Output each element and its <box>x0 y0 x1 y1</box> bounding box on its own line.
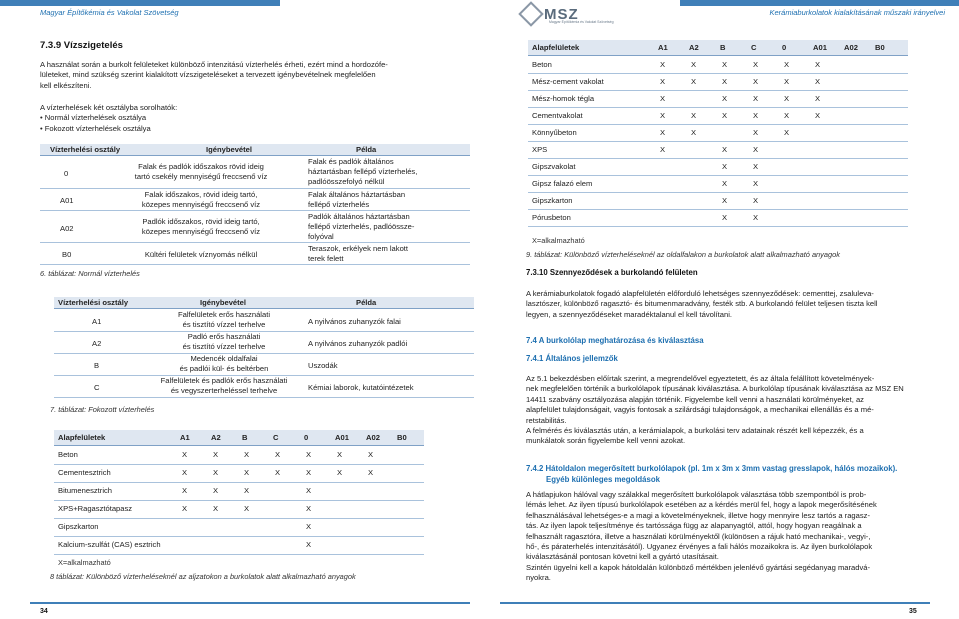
table-row <box>528 158 908 176</box>
col-header-class: Vízterhelési osztály <box>50 145 121 154</box>
cell-example: A nyilvános zuhanyzók padlói <box>308 339 408 348</box>
header-right-title: Kerámiaburkolatok kialakításának műszaki irányelvei <box>769 8 945 17</box>
cell-mark: X <box>722 195 728 205</box>
cell-mark: X <box>213 468 219 477</box>
cell-mark: X <box>722 93 728 103</box>
cell-load: Kültéri felületek víznyomás nélkül <box>144 250 258 259</box>
col-header-class: B <box>242 433 248 442</box>
footer-bar-right <box>500 602 930 604</box>
table-row <box>528 107 908 125</box>
col-header-class: A2 <box>689 43 699 52</box>
col-header-class: 0 <box>304 433 309 442</box>
cell-class: B <box>94 361 100 370</box>
text-line: lasztószer, különböző ragasztó- és bitumenmaradvány, festék stb. A burkolandó felület teljesen tiszta kell <box>526 299 878 309</box>
title-line: 7.4.2 Hátoldalon megerősített burkolólapok (pl. 1m x 3m x 3mm vastag gresslapok, hálós mozaikok). <box>526 464 898 473</box>
text-line: A felmérés és kiválasztás után, a kerámialapok, a burkolási terv adatainak részét kell képezzék, és a <box>526 426 864 436</box>
table-7-increased-water-load <box>54 297 474 401</box>
cell-mark: X <box>753 59 759 69</box>
cell-mark: X <box>182 468 188 477</box>
cell-mark: X <box>182 504 188 513</box>
cell-mark: X <box>722 59 728 69</box>
cell-mark: X <box>815 76 821 86</box>
header-left-title: Magyar Építőkémia és Vakolat Szövetség <box>40 8 179 17</box>
para1-line: kell elkészíteni. <box>40 80 92 90</box>
cell-mark: X <box>306 540 312 549</box>
text-line: Az 5.1 bekezdésben előírtak szerint, a megrendelővel egyeztetett, és az általa felállított követelmények- <box>526 374 875 383</box>
bullet-item: • Fokozott vízterhelések osztálya <box>40 123 151 133</box>
cell-mark: X <box>753 93 759 103</box>
table-row <box>528 192 908 210</box>
cell-mark: X <box>722 76 728 86</box>
cell-substrate: XPS <box>532 144 548 154</box>
cell-mark: X <box>691 127 697 137</box>
cell-load: Medencék oldalfalai és padlói kül- és beltérben <box>179 354 269 373</box>
cell-mark: X <box>244 486 250 495</box>
cell-mark: X <box>753 110 759 120</box>
cell-mark: X <box>275 468 281 477</box>
page-number-left: 34 <box>40 608 48 615</box>
para1-line: lületeket, mind szükség szerint kialakított vízszigeteléseket a tervezett igénybevételnek megfelelően <box>40 70 376 80</box>
text-line: nek megfelelően történik a burkolólapok típusának kiválasztása. A burkolólap típusának kiválasztása az MSZ EN <box>526 384 904 394</box>
cell-mark: X <box>306 468 312 477</box>
cell-mark: X <box>213 486 219 495</box>
cell-example: A nyilvános zuhanyzók falai <box>308 317 401 326</box>
col-header-load: Igénybevétel <box>200 298 247 307</box>
cell-substrate: Gipszkarton <box>58 522 99 531</box>
cell-mark: X <box>753 195 759 205</box>
col-header-class: A01 <box>813 43 827 52</box>
cell-substrate: Pórusbeton <box>532 212 571 222</box>
text-line: tás. Az ilyen lapok teljesítménye és tartóssága függ az alapanyagtól, attól, hogy hogyan reagálnak a <box>526 521 862 531</box>
cell-mark: X <box>691 76 697 86</box>
cell-load: Padló erős használati és tisztító vízzel terhelve <box>182 332 266 351</box>
cell-substrate: Beton <box>532 59 552 69</box>
cell-substrate: Gipszvakolat <box>532 161 576 171</box>
col-header-class: A02 <box>366 433 380 442</box>
cell-example: Falak általános háztartásban fellépő vízterhelés <box>308 190 406 209</box>
cell-mark: X <box>306 522 312 531</box>
col-header-load: Igénybevétel <box>206 145 253 154</box>
cell-substrate: Gipsz falazó elem <box>532 178 593 188</box>
cell-mark: X <box>691 110 697 120</box>
cell-mark: X <box>722 110 728 120</box>
cell-mark: X <box>722 161 728 171</box>
cell-load: Falfelületek erős használati és tisztító vízzel terhelve <box>177 310 271 329</box>
cell-mark: X <box>213 450 219 459</box>
bullet-item: • Normál vízterhelések osztálya <box>40 113 147 123</box>
text-line: A kerámiaburkolatok fogadó alapfelületén előforduló lehetséges szennyeződések: cementtej, zsaluleva- <box>526 289 874 298</box>
col-header-class: Vízterhelési osztály <box>58 298 129 307</box>
cell-mark: X <box>753 76 759 86</box>
cell-substrate: Könnyűbeton <box>532 127 577 137</box>
table-row <box>528 209 908 227</box>
cell-mark: X <box>337 468 343 477</box>
table-row <box>54 518 424 537</box>
cell-mark: X <box>784 59 790 69</box>
logo-diamond-icon <box>518 1 543 26</box>
text-line: nyokra. <box>526 573 551 583</box>
cell-substrate: Kalcium-szulfát (CAS) esztrich <box>58 540 161 549</box>
col-header-substrate: Alapfelületek <box>532 43 580 52</box>
cell-mark: X <box>660 93 666 103</box>
logo-subtext: Magyar Építőkémia és Vakolat Szövetség <box>549 20 614 24</box>
text-line: felhasználásával lehetséges-e a magi a követelményeknek, illetve hogy mennyire lesz tartós a ragasz- <box>526 510 871 520</box>
col-header-example: Példa <box>356 298 377 307</box>
cell-example: Padlók általános háztartásban fellépő vízterhelés, padlóössze- folyóval <box>308 212 415 241</box>
text-line: munkálatok során figyelembe kell venni azokat. <box>526 436 686 446</box>
text-line: hő-, és páraterhelés intenzitásától). Ugyanez érvényes a fali hálós mozaikokra is. Az ilyen burkolólapok <box>526 542 873 552</box>
cell-class: A01 <box>60 196 74 205</box>
cell-mark: X <box>815 110 821 120</box>
cell-substrate: Bitumenesztrich <box>58 486 113 495</box>
msz-logo <box>522 2 614 26</box>
cell-mark: X <box>691 59 697 69</box>
text-line: felhasznált ragasztóra, illetve a használati körülményektől (különösen a rájuk ható mechanikai-, vegyi-, <box>526 531 871 541</box>
cell-mark: X <box>753 161 759 171</box>
water-intro-paragraph <box>40 60 480 91</box>
text-line: lémás lehet. Az ilyen típusú burkolólapok esetében az a kérdés merül fel, hogy a lapok megerősítésének <box>526 500 877 510</box>
cell-mark: X <box>337 450 343 459</box>
section-title-739: 7.3.9 Vízszigetelés <box>40 40 123 51</box>
cell-mark: X <box>368 468 374 477</box>
cell-class: A2 <box>92 339 102 348</box>
cell-mark: X <box>275 450 281 459</box>
cell-class: A02 <box>60 224 74 233</box>
cell-substrate: Cementvakolat <box>532 110 583 120</box>
cell-substrate: Mész-cement vakolat <box>532 76 604 86</box>
table-8-note: X=alkalmazható <box>58 558 111 567</box>
cell-mark: X <box>306 504 312 513</box>
cell-load: Padlók időszakos, rövid ideig tartó, közepes mennyiségű freccsenő víz <box>141 217 261 236</box>
cell-class: B0 <box>62 250 72 259</box>
col-header-example: Példa <box>356 145 377 154</box>
cell-example: Falak és padlók általános háztartásban fellépő vízterhelés, padlóösszefolyó nélkül <box>308 157 418 186</box>
cell-mark: X <box>722 212 728 222</box>
cell-mark: X <box>753 144 759 154</box>
col-header-class: B0 <box>875 43 885 52</box>
cell-mark: X <box>753 212 759 222</box>
cell-mark: X <box>244 450 250 459</box>
cell-load: Falfelületek és padlók erős használati és vegyszerterheléssel terhelve <box>160 376 288 395</box>
cell-substrate: Beton <box>58 450 78 459</box>
cell-mark: X <box>368 450 374 459</box>
logo-text: MSZ <box>544 5 579 23</box>
section-title-7310: 7.3.10 Szennyeződések a burkolandó felületen <box>526 268 698 277</box>
cell-load: Falak és padlók időszakos rövid ideig tartó csekély mennyiségű freccsenő víz <box>134 162 268 181</box>
cell-class: A1 <box>92 317 102 326</box>
text-line: legyen, a szennyeződéseket maradéktalanul el kell távolítani. <box>526 309 732 319</box>
para1-line: A használat során a burkolt felületeket különböző intenzitású vízterhelés érheti, ezért mind a hordozófe- <box>40 60 388 69</box>
classes-intro: A vízterhelések két osztályba sorolhatók: <box>40 103 178 112</box>
cell-substrate: Gipszkarton <box>532 195 573 205</box>
col-header-class: A01 <box>335 433 349 442</box>
cell-substrate: Mész-homok tégla <box>532 93 595 103</box>
section-741-text <box>526 374 951 447</box>
cell-mark: X <box>784 127 790 137</box>
cell-mark: X <box>722 178 728 188</box>
table-8-caption: 8 táblázat: Különböző vízterheléseknél az aljzatokon a burkolatok alatt alkalmazható anyagok <box>50 572 356 581</box>
cell-mark: X <box>660 110 666 120</box>
cell-mark: X <box>660 59 666 69</box>
cell-mark: X <box>815 59 821 69</box>
section-7310-text <box>526 289 946 320</box>
col-header-class: A1 <box>180 433 190 442</box>
cell-mark: X <box>784 110 790 120</box>
cell-mark: X <box>660 144 666 154</box>
col-header-class: B0 <box>397 433 407 442</box>
cell-substrate: Cementesztrich <box>58 468 111 477</box>
section-title-741: 7.4.1 Általános jellemzők <box>526 354 618 363</box>
table-7-caption: 7. táblázat: Fokozott vízterhelés <box>50 405 155 414</box>
cell-mark: X <box>753 127 759 137</box>
table-6-normal-water-load <box>40 144 470 264</box>
cell-mark: X <box>815 93 821 103</box>
table-6-caption: 6. táblázat: Normál vízterhelés <box>40 269 140 278</box>
cell-example: Teraszok, erkélyek nem lakott terek felett <box>308 244 409 263</box>
cell-mark: X <box>244 504 250 513</box>
text-line: 14411 szabvány osztályozása alapján történik. Figyelembe kell venni a használati körülményeket, az <box>526 394 864 404</box>
table-row <box>528 141 908 159</box>
table-row <box>528 124 908 142</box>
table-8-floor-substrates <box>54 430 424 552</box>
section-742-text <box>526 490 951 584</box>
cell-class: C <box>94 383 100 392</box>
col-header-class: 0 <box>782 43 787 52</box>
cell-load: Falak időszakos, rövid ideig tartó, közepes mennyiségű freccsenő víz <box>141 190 261 209</box>
table-row <box>528 56 908 74</box>
page-number-right: 35 <box>909 608 917 615</box>
header-bar-right <box>680 0 959 6</box>
footer-bar-left <box>30 602 470 604</box>
cell-mark: X <box>660 127 666 137</box>
col-header-class: A1 <box>658 43 668 52</box>
text-line: A hátlapjukon hálóval vagy szálakkal megerősített burkolólapok választása több szempontból is prob- <box>526 490 867 499</box>
cell-mark: X <box>244 468 250 477</box>
cell-mark: X <box>784 76 790 86</box>
col-header-class: C <box>273 433 279 442</box>
cell-mark: X <box>182 486 188 495</box>
cell-mark: X <box>182 450 188 459</box>
col-header-class: A2 <box>211 433 221 442</box>
cell-mark: X <box>660 76 666 86</box>
text-line: kiválasztásánál pontosan követni kell a gyártó utasításait. <box>526 552 719 562</box>
classes-paragraph <box>40 103 177 134</box>
section-title-74: 7.4 A burkolólap meghatározása és kiválasztása <box>526 336 704 345</box>
col-header-substrate: Alapfelületek <box>58 433 106 442</box>
section-title-742 <box>526 463 897 485</box>
title-line: Egyéb különleges megoldások <box>546 475 660 484</box>
cell-mark: X <box>306 486 312 495</box>
text-line: alapfelület tulajdonságait, vagyis fontosak a szilárdsági tulajdonságok, a mechanikai ellenállás és a mé- <box>526 405 874 415</box>
table-9-note: X=alkalmazható <box>532 236 585 245</box>
cell-mark: X <box>213 504 219 513</box>
cell-example: Kémiai laborok, kutatóintézetek <box>308 383 414 392</box>
cell-example: Uszodák <box>308 361 338 370</box>
cell-mark: X <box>722 144 728 154</box>
cell-class: 0 <box>64 169 69 178</box>
col-header-class: A02 <box>844 43 858 52</box>
cell-mark: X <box>306 450 312 459</box>
cell-substrate: XPS+Ragasztótapasz <box>58 504 133 513</box>
table-9-caption: 9. táblázat: Különböző vízterheléseknél az oldalfalakon a burkolatok alatt alkalmazható anyagok <box>526 250 840 259</box>
text-line: retstabilitás. <box>526 415 567 425</box>
table-9-wall-substrates <box>528 40 908 226</box>
cell-mark: X <box>784 93 790 103</box>
col-header-class: C <box>751 43 757 52</box>
header-bar-left <box>0 0 280 6</box>
cell-mark: X <box>753 178 759 188</box>
col-header-class: B <box>720 43 726 52</box>
text-line: Szintén ügyelni kell a kapok hátoldalán különböző mértékben jelenlévő gyártási segédanyag maradvá- <box>526 562 871 572</box>
